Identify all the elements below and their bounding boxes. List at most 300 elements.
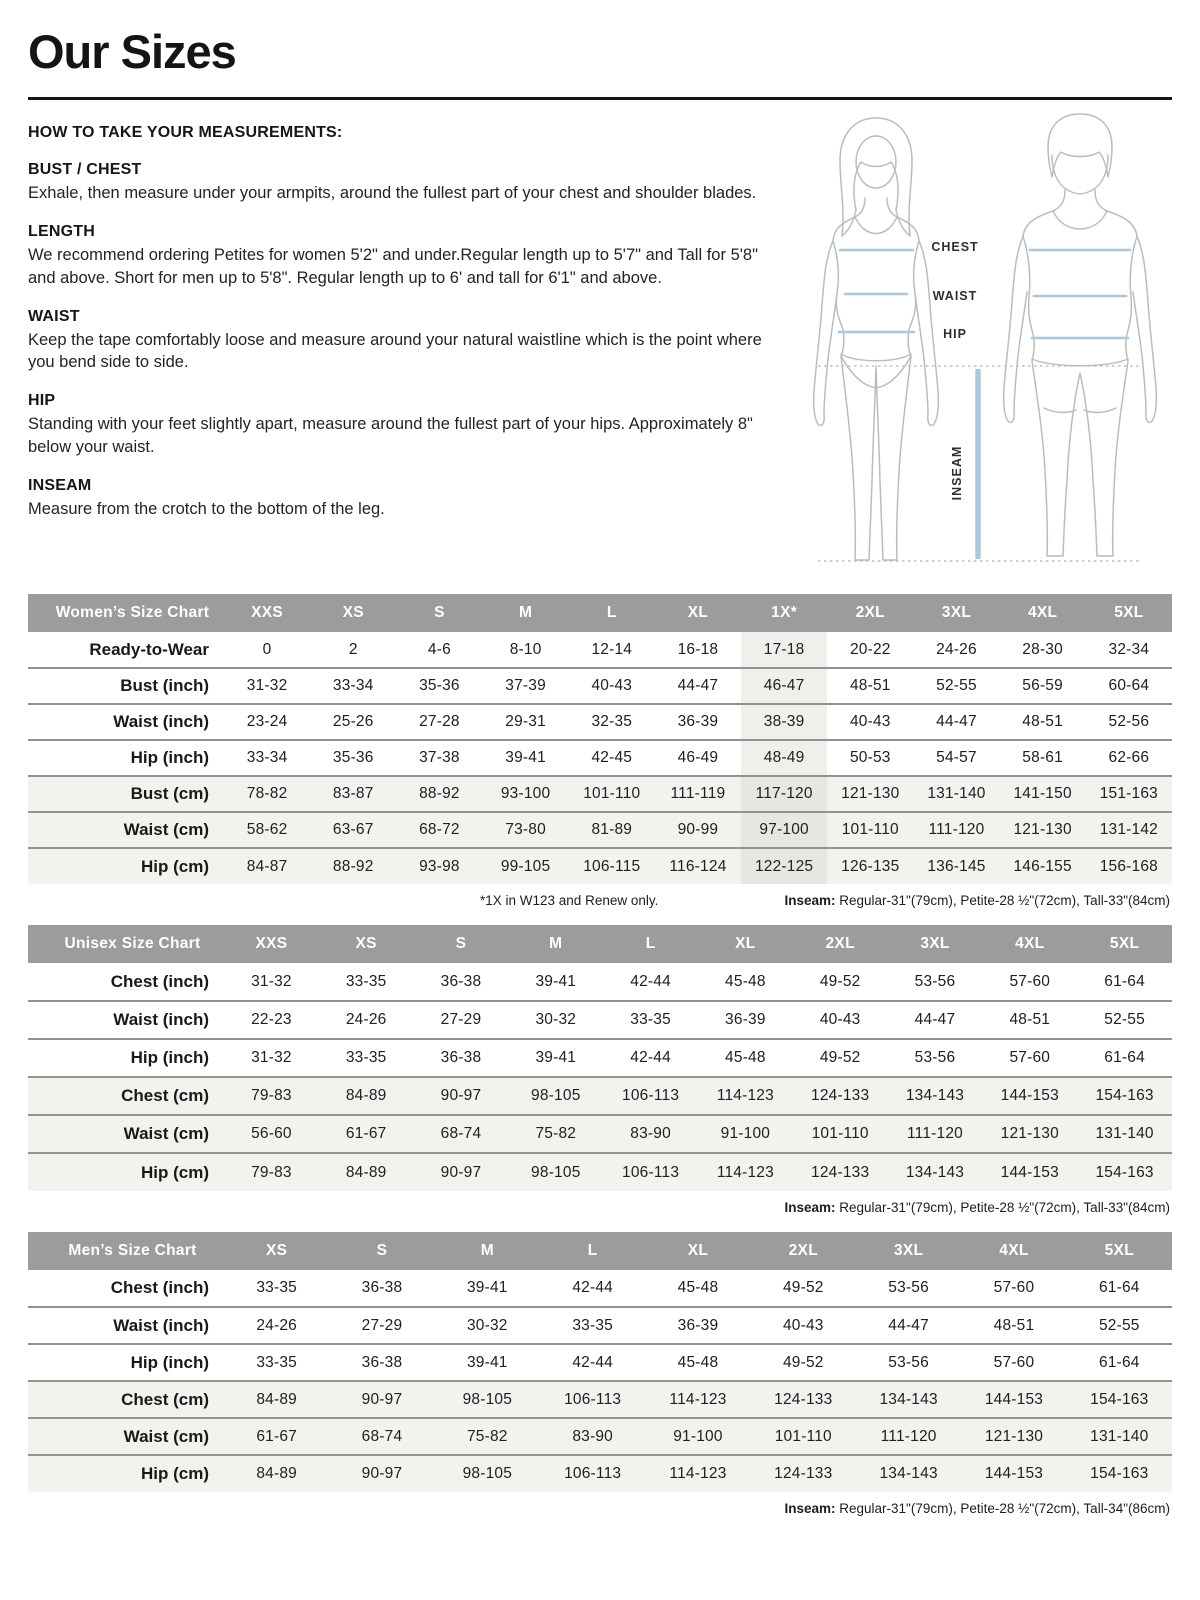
- size-cell: 8-10: [509, 640, 542, 658]
- column-header-xl: XL: [698, 925, 793, 963]
- size-cell: 36-39: [645, 1307, 750, 1344]
- table-row: [28, 1115, 1172, 1153]
- row-label: Chest (cm): [28, 1381, 224, 1418]
- size-cell: 0: [262, 640, 272, 658]
- size-cell: 42-44: [572, 1279, 613, 1296]
- table-row: [28, 1455, 1172, 1492]
- size-cell: 68-72: [396, 812, 482, 848]
- section-text: Exhale, then measure under your armpits, around the fullest part of your chest and shoulder blades.: [28, 184, 757, 202]
- size-cell: 45-48: [698, 1039, 793, 1077]
- size-cell: 28-30: [1022, 640, 1063, 658]
- size-cell: 61-64: [1104, 972, 1145, 990]
- size-cell: 134-143: [888, 1153, 983, 1191]
- size-cell: 131-142: [1086, 812, 1172, 848]
- column-header-5xl: 5XL: [1077, 925, 1172, 963]
- size-cell: 156-168: [1086, 848, 1172, 884]
- column-header-5xl: 5XL: [1086, 594, 1172, 632]
- size-cell: 40-43: [569, 668, 655, 704]
- size-cell: 32-35: [569, 704, 655, 740]
- section-text: Keep the tape comfortably loose and measure around your natural waistline which is the point where you bend side to side.: [28, 330, 762, 372]
- table-row: [28, 1153, 1172, 1191]
- size-cell: 48-51: [982, 1001, 1077, 1039]
- column-header-xl: XL: [655, 594, 741, 632]
- row-label: Chest (inch): [110, 971, 209, 991]
- size-cell: 42-45: [569, 740, 655, 776]
- size-cell: 116-124: [655, 848, 741, 884]
- male-right-arm: [1133, 236, 1156, 422]
- size-cell: 56-59: [1000, 668, 1086, 704]
- female-tank-neckline: [855, 217, 897, 234]
- size-cell: 45-48: [645, 1344, 750, 1381]
- howto-heading: HOW TO TAKE YOUR MEASUREMENTS:: [28, 124, 343, 141]
- size-cell: 17-18: [741, 632, 827, 668]
- column-header-5xl: 5XL: [1067, 1232, 1172, 1270]
- size-cell: 53-56: [856, 1344, 961, 1381]
- size-cell: 48-51: [827, 668, 913, 704]
- size-cell: 23-24: [224, 704, 310, 740]
- size-cell: 58-61: [1000, 740, 1086, 776]
- column-header-m: M: [508, 925, 603, 963]
- column-header-xxs: XXS: [224, 594, 310, 632]
- size-cell: 36-38: [329, 1344, 434, 1381]
- size-cell: 58-62: [224, 812, 310, 848]
- measurement-instructions: [28, 124, 773, 520]
- size-cell: 68-74: [329, 1418, 434, 1455]
- measurement-section: [28, 223, 773, 289]
- table-row: [28, 1344, 1172, 1381]
- size-cell: 134-143: [856, 1381, 961, 1418]
- table-row: [28, 1001, 1172, 1039]
- size-cell: 79-83: [224, 1077, 319, 1115]
- row-label: Hip (inch): [28, 740, 224, 776]
- size-cell: 101-110: [569, 776, 655, 812]
- size-cell: 121-130: [961, 1418, 1066, 1455]
- size-cell: 61-64: [1067, 1344, 1172, 1381]
- table-title: Unisex Size Chart: [28, 925, 224, 963]
- column-header-xxs: XXS: [224, 925, 319, 963]
- size-cell: 30-32: [508, 1001, 603, 1039]
- size-cell: 24-26: [319, 1001, 414, 1039]
- size-table-men: [28, 1232, 1172, 1492]
- top-section: [28, 124, 1172, 570]
- male-body: [1023, 190, 1137, 556]
- table-row: [28, 1307, 1172, 1344]
- table-header-row: [28, 594, 1172, 632]
- column-header-s: S: [396, 594, 482, 632]
- size-cell: 39-41: [483, 740, 569, 776]
- size-cell: 98-105: [435, 1455, 540, 1492]
- size-cell: 131-140: [1067, 1418, 1172, 1455]
- section-heading: HIP: [28, 392, 56, 410]
- row-label: Hip (cm): [28, 1153, 224, 1191]
- size-cell: 84-89: [319, 1153, 414, 1191]
- measurement-section: [28, 308, 773, 374]
- size-cell: 53-56: [888, 1039, 983, 1077]
- size-cell: 154-163: [1067, 1455, 1172, 1492]
- size-cell: 121-130: [982, 1115, 1077, 1153]
- size-cell: 37-38: [396, 740, 482, 776]
- size-cell: 93-98: [396, 848, 482, 884]
- column-header-xs: XS: [319, 925, 414, 963]
- size-cell: 83-90: [540, 1418, 645, 1455]
- size-cell: 62-66: [1086, 740, 1172, 776]
- size-cell: 36-38: [414, 1039, 509, 1077]
- size-cell: 57-60: [982, 1039, 1077, 1077]
- size-cell: 40-43: [751, 1307, 856, 1344]
- table-header-row: [28, 1232, 1172, 1270]
- inseam-text: Regular-31"(79cm), Petite-28 ½"(72cm), Tall-34"(86cm): [835, 1501, 1170, 1516]
- size-cell: 33-35: [256, 1279, 297, 1296]
- size-cell: 144-153: [982, 1153, 1077, 1191]
- size-cell: 50-53: [827, 740, 913, 776]
- page-title: Our Sizes: [28, 25, 236, 78]
- female-silhouette: [814, 118, 939, 560]
- footnote-inseam: [784, 1501, 1170, 1516]
- size-cell: 44-47: [655, 668, 741, 704]
- section-heading: BUST / CHEST: [28, 161, 142, 178]
- size-cell: 79-83: [224, 1153, 319, 1191]
- table-row: [28, 704, 1172, 740]
- table-title: Women’s Size Chart: [28, 594, 224, 632]
- table-footnotes: [28, 1501, 1170, 1519]
- size-cell: 134-143: [888, 1077, 983, 1115]
- column-header-4xl: 4XL: [961, 1232, 1066, 1270]
- size-cell: 49-52: [782, 1279, 824, 1296]
- section-heading: WAIST: [28, 307, 80, 325]
- figure-label-chest: CHEST: [931, 240, 979, 254]
- size-cell: 106-113: [540, 1381, 645, 1418]
- section-text: Standing with your feet slightly apart, measure around the fullest part of your hips. Approximately 8" below your waist.: [28, 415, 753, 456]
- size-cell: 88-92: [396, 776, 482, 812]
- size-cell: 154-163: [1077, 1153, 1172, 1191]
- size-cell: 36-38: [361, 1279, 403, 1296]
- row-label: Ready-to-Wear: [89, 639, 209, 659]
- size-cell: 57-60: [993, 1279, 1035, 1296]
- title-divider: [28, 97, 1172, 100]
- size-cell: 48-51: [961, 1307, 1066, 1344]
- size-cell: 68-74: [414, 1115, 509, 1153]
- size-cell: 78-82: [224, 776, 310, 812]
- size-cell: 144-153: [982, 1077, 1077, 1115]
- size-cell: 33-35: [603, 1001, 698, 1039]
- size-cell: 33-35: [345, 972, 387, 990]
- size-cell: 46-47: [741, 668, 827, 704]
- size-cell: 30-32: [435, 1307, 540, 1344]
- size-cell: 114-123: [698, 1153, 793, 1191]
- male-face: [1052, 155, 1108, 194]
- size-cell: 114-123: [645, 1455, 750, 1492]
- figure-label-hip: HIP: [943, 327, 967, 341]
- size-cell: 52-55: [913, 668, 999, 704]
- size-cell: 33-35: [540, 1307, 645, 1344]
- size-cell: 124-133: [793, 1077, 888, 1115]
- female-body: [833, 198, 919, 560]
- row-label: Chest (cm): [28, 1077, 224, 1115]
- size-cell: 134-143: [856, 1455, 961, 1492]
- size-cell: 39-41: [508, 1039, 603, 1077]
- size-cell: 131-140: [1077, 1115, 1172, 1153]
- column-header-2xl: 2XL: [827, 594, 913, 632]
- size-cell: 31-32: [251, 972, 292, 990]
- size-cell: 75-82: [508, 1115, 603, 1153]
- male-hair: [1048, 114, 1112, 177]
- table-row: [28, 848, 1172, 884]
- table-row: [28, 1270, 1172, 1307]
- size-cell: 33-34: [224, 740, 310, 776]
- row-label: Hip (cm): [28, 848, 224, 884]
- row-label: Hip (inch): [28, 1344, 224, 1381]
- size-cell: 27-29: [329, 1307, 434, 1344]
- column-header-4xl: 4XL: [1000, 594, 1086, 632]
- size-cell: 49-52: [819, 972, 861, 990]
- size-chart-men: [28, 1232, 1172, 1519]
- measurement-section: [28, 477, 773, 520]
- size-cell: 73-80: [483, 812, 569, 848]
- row-label: Bust (inch): [28, 668, 224, 704]
- body-measurement-diagram: [790, 110, 1172, 570]
- column-header-s: S: [329, 1232, 434, 1270]
- size-cell: 90-97: [414, 1077, 509, 1115]
- column-header-xs: XS: [310, 594, 396, 632]
- female-right-arm: [915, 241, 938, 425]
- size-cell: 56-60: [224, 1115, 319, 1153]
- figure-label-waist: WAIST: [932, 289, 978, 303]
- section-text: We recommend ordering Petites for women 5'2" and under.Regular length up to 5'7" and Tall for 5'8" and above. Short for men up to 5'8". Regular length up to 6' and tall for 6'1" and above.: [28, 246, 758, 287]
- size-cell: 98-105: [508, 1077, 603, 1115]
- size-cell: 16-18: [677, 640, 719, 658]
- row-label: Waist (inch): [28, 1307, 224, 1344]
- size-cell: 33-35: [224, 1344, 329, 1381]
- size-cell: 24-26: [224, 1307, 329, 1344]
- column-header-2xl: 2XL: [751, 1232, 856, 1270]
- size-cell: 114-123: [645, 1381, 750, 1418]
- size-cell: 144-153: [961, 1455, 1066, 1492]
- size-cell: 42-44: [630, 972, 671, 990]
- size-cell: 122-125: [741, 848, 827, 884]
- size-cell: 61-64: [1098, 1279, 1140, 1296]
- table-header-row: [28, 925, 1172, 963]
- size-cell: 154-163: [1067, 1381, 1172, 1418]
- size-cell: 91-100: [698, 1115, 793, 1153]
- size-cell: 57-60: [961, 1344, 1066, 1381]
- size-cell: 36-39: [698, 1001, 793, 1039]
- size-cell: 37-39: [483, 668, 569, 704]
- size-cell: 63-67: [310, 812, 396, 848]
- size-cell: 48-51: [1000, 704, 1086, 740]
- size-cell: 154-163: [1077, 1077, 1172, 1115]
- size-cell: 90-97: [329, 1381, 434, 1418]
- size-cell: 31-32: [224, 1039, 319, 1077]
- column-header-2xl: 2XL: [793, 925, 888, 963]
- column-header-4xl: 4XL: [982, 925, 1077, 963]
- size-cell: 46-49: [655, 740, 741, 776]
- section-text: Measure from the crotch to the bottom of the leg.: [28, 499, 385, 518]
- table-row: [28, 963, 1172, 1001]
- column-header-s: S: [414, 925, 509, 963]
- size-cell: 98-105: [435, 1381, 540, 1418]
- size-cell: 25-26: [310, 704, 396, 740]
- size-cell: 121-130: [1000, 812, 1086, 848]
- size-cell: 106-113: [540, 1455, 645, 1492]
- size-cell: 93-100: [483, 776, 569, 812]
- column-header-m: M: [483, 594, 569, 632]
- size-cell: 136-145: [913, 848, 999, 884]
- size-cell: 40-43: [793, 1001, 888, 1039]
- table-row: [28, 812, 1172, 848]
- male-tank-neckline: [1053, 211, 1107, 229]
- column-header-3xl: 3XL: [888, 925, 983, 963]
- row-label: Waist (inch): [28, 1001, 224, 1039]
- male-left-arm: [1004, 236, 1027, 422]
- size-cell: 40-43: [827, 704, 913, 740]
- size-cell: 44-47: [913, 704, 999, 740]
- size-cell: 90-97: [414, 1153, 509, 1191]
- size-cell: 24-26: [936, 640, 977, 658]
- size-cell: 124-133: [751, 1381, 856, 1418]
- size-cell: 57-60: [1009, 972, 1051, 990]
- inseam-label: Inseam:: [784, 1200, 836, 1215]
- inseam-text: Regular-31"(79cm), Petite-28 ½"(72cm), Tall-33"(84cm): [835, 893, 1170, 908]
- column-header-3xl: 3XL: [913, 594, 999, 632]
- size-cell: 61-67: [319, 1115, 414, 1153]
- size-cell: 2: [348, 640, 358, 658]
- size-cell: 52-56: [1086, 704, 1172, 740]
- inseam-text: Regular-31"(79cm), Petite-28 ½"(72cm), Tall-33"(84cm): [835, 1200, 1170, 1215]
- column-header-l: L: [603, 925, 698, 963]
- size-cell: 49-52: [793, 1039, 888, 1077]
- size-cell: 27-29: [414, 1001, 509, 1039]
- size-cell: 111-120: [888, 1115, 983, 1153]
- size-cell: 106-113: [603, 1077, 698, 1115]
- table-footnotes: [28, 1200, 1170, 1218]
- size-cell: 146-155: [1000, 848, 1086, 884]
- size-cell: 101-110: [827, 812, 913, 848]
- row-label: Bust (cm): [28, 776, 224, 812]
- size-cell: 33-34: [310, 668, 396, 704]
- size-cell: 144-153: [961, 1381, 1066, 1418]
- footnote-inseam: [784, 893, 1170, 908]
- table-footnotes: [28, 893, 1170, 911]
- column-header-1x: 1X*: [741, 594, 827, 632]
- footnote-star: *1X in W123 and Renew only.: [480, 893, 659, 908]
- column-header-xs: XS: [224, 1232, 329, 1270]
- size-table-unisex: [28, 925, 1172, 1191]
- footnote-inseam: [784, 1200, 1170, 1215]
- size-cell: 53-56: [914, 972, 956, 990]
- size-cell: 52-55: [1067, 1307, 1172, 1344]
- row-label: Waist (inch): [28, 704, 224, 740]
- size-cell: 60-64: [1086, 668, 1172, 704]
- row-label: Waist (cm): [28, 1115, 224, 1153]
- size-cell: 31-32: [224, 668, 310, 704]
- size-cell: 111-120: [913, 812, 999, 848]
- size-cell: 98-105: [508, 1153, 603, 1191]
- size-cell: 61-67: [224, 1418, 329, 1455]
- column-header-l: L: [569, 594, 655, 632]
- size-cell: 97-100: [741, 812, 827, 848]
- size-cell: 84-89: [224, 1381, 329, 1418]
- size-cell: 141-150: [1000, 776, 1086, 812]
- size-cell: 91-100: [645, 1418, 750, 1455]
- size-cell: 36-38: [440, 972, 482, 990]
- table-row: [28, 740, 1172, 776]
- size-cell: 111-119: [655, 776, 741, 812]
- size-table-women: [28, 594, 1172, 884]
- male-silhouette: [1004, 114, 1157, 556]
- size-cell: 84-87: [224, 848, 310, 884]
- size-cell: 52-55: [1077, 1001, 1172, 1039]
- size-cell: 42-44: [540, 1344, 645, 1381]
- size-cell: 90-99: [655, 812, 741, 848]
- column-header-3xl: 3XL: [856, 1232, 961, 1270]
- size-cell: 83-87: [310, 776, 396, 812]
- size-cell: 83-90: [603, 1115, 698, 1153]
- size-cell: 42-44: [603, 1039, 698, 1077]
- size-cell: 44-47: [888, 1001, 983, 1039]
- size-cell: 81-89: [569, 812, 655, 848]
- row-label: Waist (cm): [28, 1418, 224, 1455]
- size-cell: 106-115: [569, 848, 655, 884]
- size-cell: 84-89: [319, 1077, 414, 1115]
- howto-sections: [28, 161, 773, 520]
- size-cell: 4-6: [427, 640, 451, 658]
- size-cell: 35-36: [396, 668, 482, 704]
- size-cell: 101-110: [793, 1115, 888, 1153]
- size-cell: 20-22: [849, 640, 891, 658]
- size-cell: 12-14: [591, 640, 633, 658]
- size-cell: 114-123: [698, 1077, 793, 1115]
- size-chart-women: [28, 594, 1172, 911]
- size-cell: 27-28: [396, 704, 482, 740]
- row-label: Waist (cm): [28, 812, 224, 848]
- section-heading: INSEAM: [28, 476, 92, 494]
- figure-label-inseam: INSEAM: [950, 445, 964, 501]
- column-header-l: L: [540, 1232, 645, 1270]
- size-cell: 131-140: [913, 776, 999, 812]
- inseam-label: Inseam:: [784, 1501, 836, 1516]
- table-row: [28, 776, 1172, 812]
- size-chart-unisex: [28, 925, 1172, 1218]
- size-cell: 121-130: [827, 776, 913, 812]
- size-cell: 126-135: [827, 848, 913, 884]
- size-cell: 39-41: [466, 1279, 508, 1296]
- table-row: [28, 1381, 1172, 1418]
- size-cell: 84-89: [224, 1455, 329, 1492]
- size-cell: 33-35: [319, 1039, 414, 1077]
- size-cell: 38-39: [741, 704, 827, 740]
- size-cell: 39-41: [435, 1344, 540, 1381]
- size-cell: 44-47: [856, 1307, 961, 1344]
- column-header-m: M: [435, 1232, 540, 1270]
- size-cell: 54-57: [913, 740, 999, 776]
- size-cell: 45-48: [725, 972, 766, 990]
- size-cell: 99-105: [483, 848, 569, 884]
- column-header-xl: XL: [645, 1232, 750, 1270]
- size-cell: 90-97: [329, 1455, 434, 1492]
- measurement-section: [28, 161, 773, 204]
- table-title: Men’s Size Chart: [28, 1232, 224, 1270]
- size-cell: 151-163: [1086, 776, 1172, 812]
- size-cell: 61-64: [1077, 1039, 1172, 1077]
- size-cell: 88-92: [310, 848, 396, 884]
- table-row: [28, 668, 1172, 704]
- size-cell: 29-31: [483, 704, 569, 740]
- size-cell: 117-120: [741, 776, 827, 812]
- table-row: [28, 1039, 1172, 1077]
- size-cell: 111-120: [856, 1418, 961, 1455]
- size-cell: 75-82: [435, 1418, 540, 1455]
- size-cell: 124-133: [793, 1153, 888, 1191]
